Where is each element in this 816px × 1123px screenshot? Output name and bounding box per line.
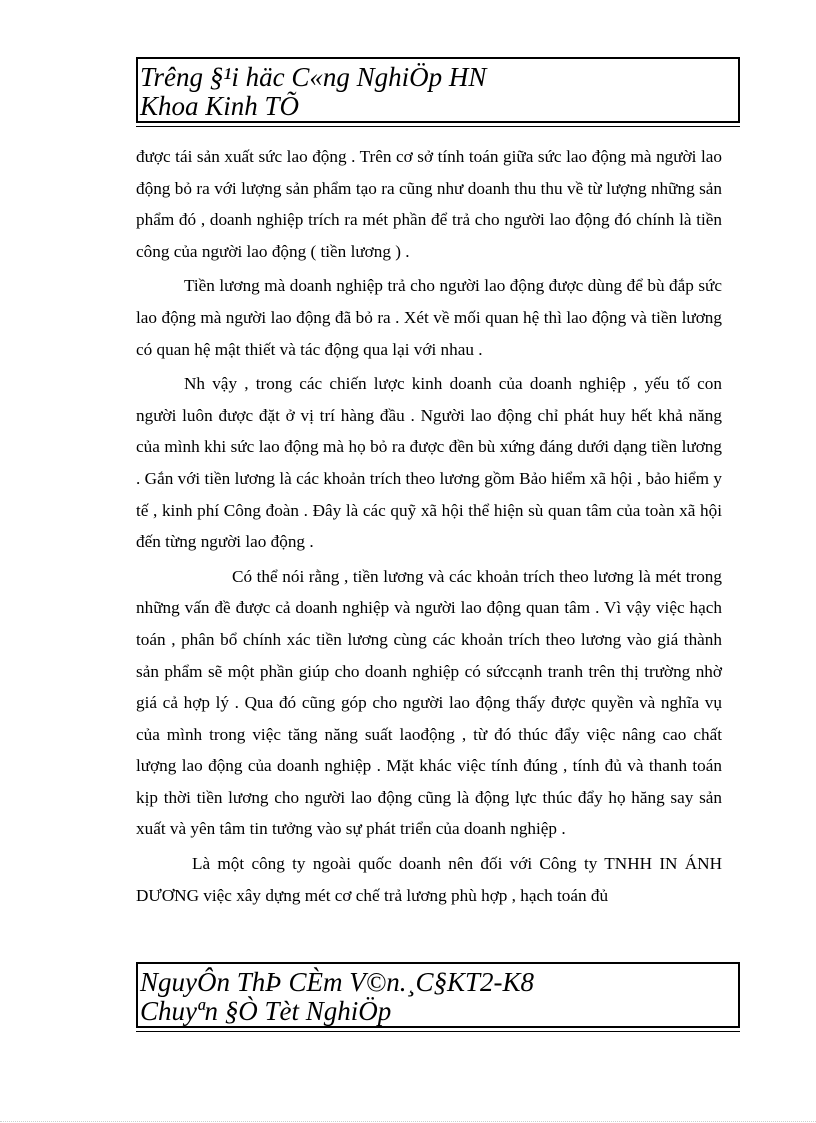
page-header — [136, 57, 740, 123]
header-school-name: Trêng §¹i häc C«ng NghiÖp HN — [140, 62, 487, 92]
page-bottom-border — [0, 1121, 816, 1122]
document-body — [136, 141, 722, 914]
header-faculty-name: Khoa Kinh TÕ — [140, 91, 300, 121]
paragraph-4: Có thể nói rằng , tiền lương và các khoản trích theo lương là mét trong những vấn đề được cả doanh nghiệp và người lao động quan tâm . Vì vậy việc hạch toán , phân bổ chính xác tiền lương cùng các khoản trích theo lương vào giá thành sản phẩm sẽ một phần giúp cho doanh nghiệp có sứccạnh tranh trên thị trường nhờ giá cả hợp lý . Qua đó cũng góp cho người lao động thấy được quyền và nghĩa vụ của mình trong việc tăng năng suất laođộng , từ đó thúc đẩy việc nâng cao chất lượng lao động của doanh nghiệp . Mặt khác việc tính đúng , tính đủ và thanh toán kịp thời tiền lương cho người lao động cũng là động lực thúc đẩy họ hăng say sản xuất và yên tâm tin tưởng vào sự phát triển của doanh nghiệp . — [136, 566, 722, 839]
paragraph-5: Là một công ty ngoài quốc doanh nên đối với Công ty TNHH IN ÁNH DƯƠNG việc xây dựng mét cơ chế trả lương phù hợp , hạch toán đủ — [136, 854, 722, 905]
paragraph-2: Tiền lương mà doanh nghiệp trả cho người lao động được dùng để bù đắp sức lao động mà người lao động đã bỏ ra . Xét về mối quan hệ thì lao động và tiền lương có quan hệ mật thiết và tác động qua lại với nhau . — [136, 276, 722, 359]
footer-author: NguyÔn ThÞ CÈm V©n.¸C§KT2-K8 — [140, 967, 535, 997]
page-footer — [136, 962, 740, 1028]
paragraph-3: Nh vậy , trong các chiến lược kinh doanh của doanh nghiệp , yếu tố con người luôn được đặt ở vị trí hàng đầu . Người lao động chỉ phát huy hết khả năng của mình khi sức lao động mà họ bỏ ra được đền bù xứng đáng dưới dạng tiền lương . Gắn với tiền lương là các khoản trích theo lương gồm Bảo hiểm xã hội , bảo hiểm y tế , kinh phí Công đoàn . Đây là các quỹ xã hội thể hiện sù quan tâm của toàn xã hội đến từng người lao động . — [136, 374, 722, 552]
footer-thesis-label: Chuyªn §Ò Tèt NghiÖp — [140, 996, 392, 1026]
paragraph-1: được tái sản xuất sức lao động . Trên cơ sở tính toán giữa sức lao động mà người lao động bỏ ra với lượng sản phẩm tạo ra cũng như doanh thu thu về từ lượng những sản phẩm đó , doanh nghiệp trích ra mét phần để trả cho người lao động đó chính là tiền công của người lao động ( tiền lương ) . — [136, 147, 722, 261]
